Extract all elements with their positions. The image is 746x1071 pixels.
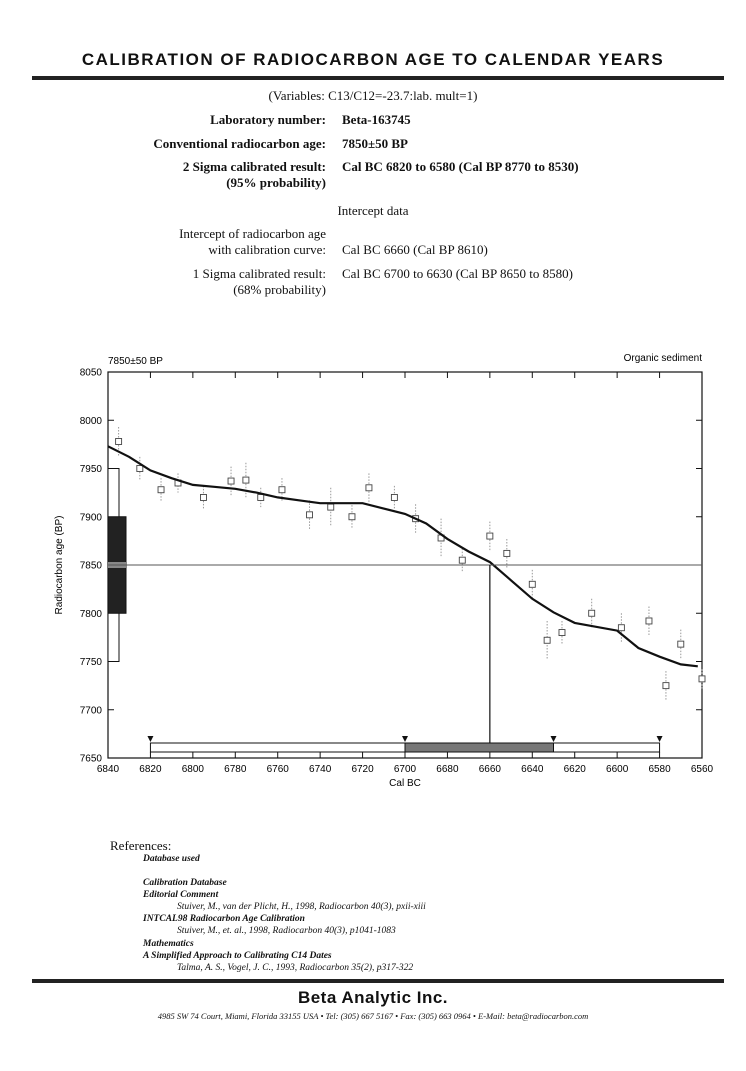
intercept-value: Cal BC 6660 (Cal BP 8610) bbox=[342, 242, 488, 257]
intercept-label-2: with calibration curve: bbox=[208, 242, 326, 257]
ref-simplified-citation: Talma, A. S., Vogel, J. C., 1993, Radiocarbon 35(2), p317-322 bbox=[177, 963, 414, 973]
data-point bbox=[504, 550, 510, 556]
data-point bbox=[618, 625, 624, 631]
data-point bbox=[158, 487, 164, 493]
data-point bbox=[589, 610, 595, 616]
range-marker bbox=[657, 736, 663, 742]
chart-title-right: Organic sediment bbox=[623, 353, 702, 364]
data-point bbox=[459, 557, 465, 563]
y-tick-label: 7900 bbox=[79, 512, 102, 524]
x-axis-label: Cal BC bbox=[389, 778, 421, 789]
data-point bbox=[678, 641, 684, 647]
y-tick-label: 7700 bbox=[79, 705, 102, 717]
x-tick-label: 6660 bbox=[478, 764, 501, 775]
y-tick-label: 7950 bbox=[79, 464, 102, 475]
data-point bbox=[487, 533, 493, 539]
company-name: Beta Analytic Inc. bbox=[297, 988, 449, 1007]
x-axis bbox=[97, 372, 714, 775]
two-sigma-sublabel: (95% probability) bbox=[226, 175, 326, 190]
data-point bbox=[544, 637, 550, 643]
data-point bbox=[646, 618, 652, 624]
data-point bbox=[137, 466, 143, 472]
one-sigma-cal-bar bbox=[405, 743, 554, 752]
ref-intcal98-citation: Stuiver, M., et. al., 1998, Radiocarbon 40(3), p1041-1083 bbox=[177, 926, 396, 936]
x-tick-label: 6780 bbox=[224, 764, 247, 775]
y-tick-label: 7750 bbox=[79, 657, 102, 668]
range-marker bbox=[147, 736, 153, 742]
calibration-chart bbox=[0, 345, 746, 795]
x-tick-label: 6820 bbox=[139, 764, 162, 775]
lab-number-value: Beta-163745 bbox=[342, 112, 411, 127]
conventional-age-label: Conventional radiocarbon age: bbox=[153, 136, 326, 151]
y-tick-label: 7850 bbox=[79, 560, 102, 572]
intercept-label-1: Intercept of radiocarbon age bbox=[179, 226, 326, 241]
data-point bbox=[328, 504, 334, 510]
y-axis bbox=[80, 368, 702, 765]
data-point bbox=[349, 514, 355, 520]
data-point bbox=[366, 485, 372, 491]
ref-editorial-citation: Stuiver, M., van der Plicht, H., 1998, Radiocarbon 40(3), pxii-xiii bbox=[177, 902, 426, 912]
variables-line: (Variables: C13/C12=-23.7:lab. mult=1) bbox=[268, 88, 478, 103]
data-point bbox=[559, 630, 565, 636]
data-point bbox=[258, 494, 264, 500]
data-point bbox=[699, 676, 705, 682]
x-tick-label: 6760 bbox=[266, 764, 289, 775]
data-point bbox=[243, 477, 249, 483]
data-point bbox=[391, 494, 397, 500]
range-marker bbox=[551, 736, 557, 742]
one-sigma-label: 1 Sigma calibrated result: bbox=[192, 266, 326, 281]
x-tick-label: 6840 bbox=[96, 764, 120, 775]
conventional-age-value: 7850±50 BP bbox=[342, 136, 408, 151]
y-tick-label: 8050 bbox=[79, 367, 102, 379]
x-tick-label: 6600 bbox=[606, 764, 629, 775]
x-tick-label: 6580 bbox=[648, 764, 671, 775]
two-sigma-value: Cal BC 6820 to 6580 (Cal BP 8770 to 8530) bbox=[342, 159, 579, 174]
y-tick-label: 8000 bbox=[79, 415, 102, 427]
x-tick-label: 6620 bbox=[563, 764, 586, 775]
ref-intcal98: INTCAL98 Radiocarbon Age Calibration bbox=[143, 914, 305, 924]
one-sigma-value: Cal BC 6700 to 6630 (Cal BP 8650 to 8580) bbox=[342, 266, 573, 281]
two-sigma-label: 2 Sigma calibrated result: bbox=[182, 159, 326, 174]
x-tick-label: 6720 bbox=[351, 764, 374, 775]
x-tick-label: 6680 bbox=[436, 764, 459, 775]
data-point bbox=[663, 683, 669, 689]
x-tick-label: 6560 bbox=[690, 764, 714, 775]
references-heading: References: bbox=[110, 838, 172, 853]
calendar-ranges bbox=[147, 736, 662, 752]
ref-mathematics: Mathematics bbox=[143, 939, 194, 949]
ref-database-used: Database used bbox=[143, 854, 200, 864]
one-sigma-sublabel: (68% probability) bbox=[233, 282, 326, 297]
ref-editorial-comment: Editorial Comment bbox=[143, 890, 219, 900]
lab-number-label: Laboratory number: bbox=[210, 112, 326, 127]
data-points bbox=[116, 427, 705, 700]
ref-calibration-database: Calibration Database bbox=[143, 878, 227, 888]
y-tick-label: 7650 bbox=[79, 753, 102, 765]
intercept-heading: Intercept data bbox=[337, 203, 409, 218]
x-tick-label: 6800 bbox=[181, 764, 204, 775]
chart-title-left: 7850±50 BP bbox=[108, 356, 163, 367]
data-point bbox=[116, 438, 122, 444]
top-rule bbox=[32, 76, 724, 80]
ref-simplified-approach: A Simplified Approach to Calibrating C14 Dates bbox=[143, 951, 332, 961]
calibration-curve bbox=[108, 446, 698, 666]
company-address: 4985 SW 74 Court, Miami, Florida 33155 USA • Tel: (305) 667 5167 • Fax: (305) 663 0964 • E-Mail: beta@radiocarbon.com bbox=[157, 1011, 589, 1021]
data-point bbox=[279, 487, 285, 493]
data-point bbox=[529, 581, 535, 587]
range-marker bbox=[402, 736, 408, 742]
x-tick-label: 6740 bbox=[309, 764, 332, 775]
bottom-rule bbox=[32, 979, 724, 983]
y-axis-label: Radiocarbon age (BP) bbox=[54, 515, 65, 615]
data-point bbox=[307, 512, 313, 518]
page-title: CALIBRATION OF RADIOCARBON AGE TO CALENDAR YEARS bbox=[81, 50, 665, 69]
x-tick-label: 6640 bbox=[521, 764, 544, 775]
x-tick-label: 6700 bbox=[393, 764, 417, 775]
y-tick-label: 7800 bbox=[79, 608, 102, 620]
data-point bbox=[200, 494, 206, 500]
data-point bbox=[228, 478, 234, 484]
